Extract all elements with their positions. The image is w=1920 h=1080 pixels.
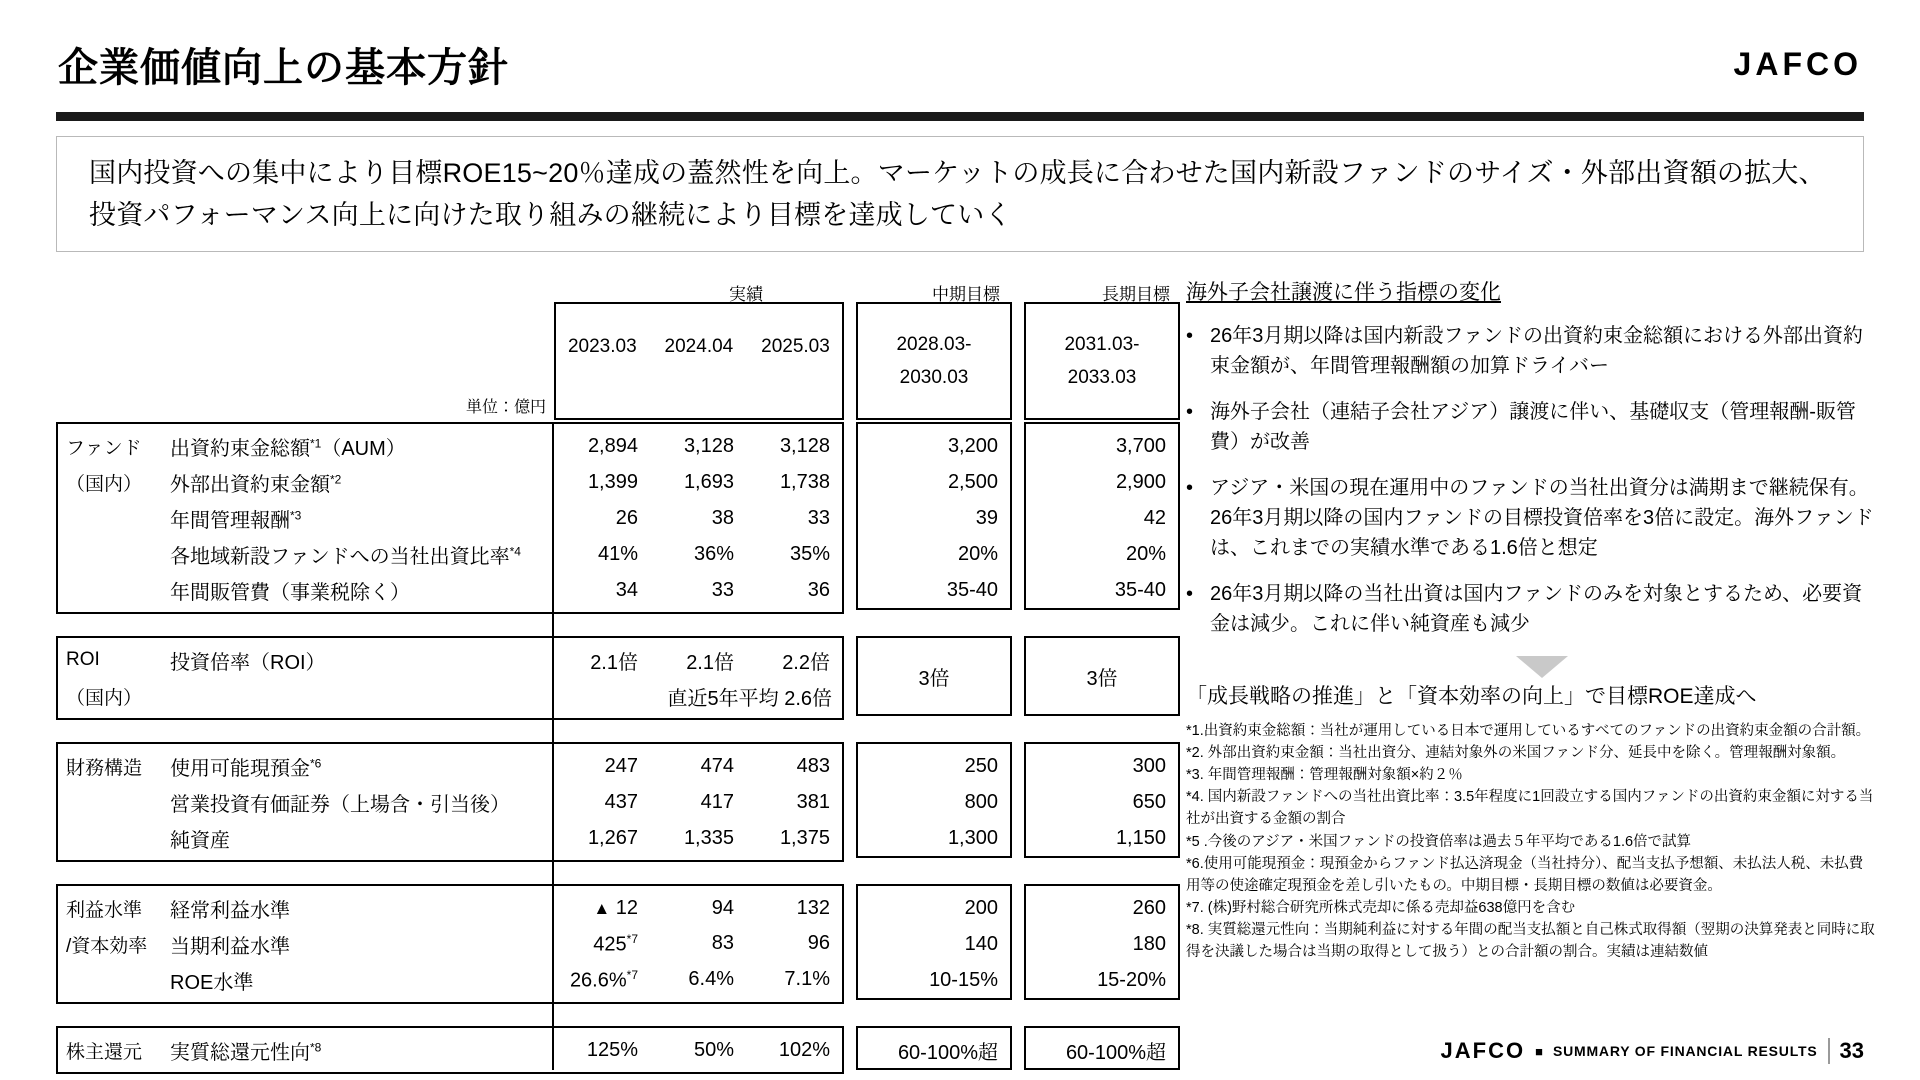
long-range-line2: 2033.03 — [1067, 367, 1137, 389]
row-value: 1,399 — [587, 470, 638, 493]
row-item-label: 投資倍率（ROI） — [170, 651, 326, 674]
bullet-item — [1186, 398, 1876, 457]
footnote-marker: *1 — [310, 435, 322, 450]
section-mid-box — [856, 742, 1012, 858]
bullet-item — [1186, 322, 1876, 381]
row-value: 26.6%$^{*7}$ — [569, 967, 638, 992]
row-actual-values — [552, 682, 842, 711]
row-value: 2,894 — [587, 434, 638, 457]
footnote-line: *6.使用可能現預金：現預金からファンド払込済現金（当社持分）、配当支払予想額、未払法人税、未払費用等の使途確定現預金を差し引いたもの。中期目標・長期目標の数値は必要資金。 — [1186, 855, 1864, 894]
section-mid-box — [856, 884, 1012, 1000]
page-title: 企業価値向上の基本方針 — [58, 46, 509, 90]
bullet-item — [1186, 474, 1876, 563]
section-connector — [552, 610, 554, 636]
table-row — [58, 464, 842, 500]
bullet-text: アジア・米国の現在運用中のファンドの当社出資分は満期まで継続保有。 26年3月期以降の国内ファンドの目標投資倍率を3倍に設定。海外ファンドは、これまでの実績水準である1.6倍と想定 — [1210, 477, 1874, 559]
row-actual-values — [552, 897, 842, 920]
table-section — [56, 1026, 1180, 1070]
target-value: 20% — [957, 542, 998, 565]
row-group-label: （国内） — [66, 687, 143, 709]
row-value: 36 — [807, 578, 830, 601]
row-group-label: 株主還元 — [66, 1041, 143, 1063]
bullet-text: 海外子会社（連結子会社アジア）譲渡に伴い、基礎収支（管理報酬-販管費）が改善 — [1210, 401, 1856, 453]
row-value: 3,128 — [683, 434, 734, 457]
row-value: 102% — [778, 1038, 830, 1061]
target-value-merged: 3倍 — [1086, 667, 1118, 690]
row-value: 417 — [700, 790, 734, 813]
column-divider — [552, 636, 554, 716]
row-actual-values — [552, 543, 842, 566]
target-value: 650 — [1132, 790, 1166, 813]
row-value: 2.1倍 — [590, 651, 638, 674]
row-value: 247 — [604, 754, 638, 777]
footnote-marker: *8 — [310, 1039, 322, 1054]
section-main-box — [56, 636, 844, 720]
column-header-2: 2025.03 — [761, 336, 830, 357]
target-value: 3,200 — [947, 434, 998, 457]
row-value: 2.1倍 — [686, 651, 734, 674]
bullet-dot-icon: • — [1186, 401, 1194, 424]
table-row — [58, 536, 842, 572]
footnote-line: *5 .今後のアジア・米国ファンドの投資倍率は過去５年平均である1.6倍で試算 — [1186, 833, 1692, 850]
row-item-label: 各地域新設ファンドへの当社出資比率$^{*4}$ — [170, 543, 521, 568]
row-item-label: 外部出資約束金額$^{*2}$ — [170, 471, 342, 496]
row-value: 381 — [796, 790, 830, 813]
header-box-actual — [554, 302, 844, 420]
row-item-label: 経常利益水準 — [170, 899, 290, 922]
target-value: 1,300 — [947, 826, 998, 849]
commentary-bullets — [1186, 322, 1876, 639]
target-value: 2,900 — [1115, 470, 1166, 493]
unit-label: 単位：億円 — [465, 399, 546, 416]
footnote-line: *2. 外部出資約束金額：当社出資分、連結対象外の米国ファンド分、延長中を除く。管理報酬対象額。 — [1186, 745, 1846, 762]
bullet-text: 26年3月期以降は国内新設ファンドの出資約束金総額における外部出資約束金額が、年間管理報酬額の加算ドライバー — [1210, 325, 1863, 377]
row-group-label: 財務構造 — [66, 757, 143, 779]
row-value: 3,128 — [779, 434, 830, 457]
row-value: 36% — [693, 542, 734, 565]
jafco-logo: JAFCO — [1733, 46, 1862, 82]
bullet-text: 26年3月期以降の当社出資は国内ファンドのみを対象とするため、必要資金は減少。これに伴い純資産も減少 — [1210, 583, 1863, 635]
footnote-line: *3. 年間管理報酬：管理報酬対象額×約２％ — [1186, 767, 1463, 784]
table-row — [58, 678, 842, 714]
bullet-dot-icon: • — [1186, 325, 1194, 347]
row-value: 474 — [700, 754, 734, 777]
row-actual-values — [552, 755, 842, 778]
row-actual-values — [552, 579, 842, 602]
section-long-box — [1024, 422, 1180, 610]
arrow-down-icon — [1516, 656, 1568, 678]
target-value: 800 — [964, 790, 998, 813]
row-value: 50% — [693, 1038, 734, 1061]
slide-footer — [1441, 1038, 1864, 1064]
column-header-1: 2024.04 — [664, 336, 734, 357]
row-item-label: 使用可能現預金$^{*6}$ — [170, 755, 322, 780]
group-header-actual: 実績 — [729, 285, 763, 304]
bullet-item — [1186, 580, 1876, 639]
table-row — [58, 748, 842, 784]
target-value: 2,500 — [947, 470, 998, 493]
row-value: ▲ 12 — [593, 896, 638, 919]
row-value: 26 — [615, 506, 638, 529]
mid-target-range — [856, 328, 1012, 395]
footnote-marker: *2 — [330, 471, 342, 486]
row-actual-values — [552, 507, 842, 530]
target-value: 20% — [1125, 542, 1166, 565]
group-header-long: 長期目標 — [1102, 285, 1170, 304]
bullet-dot-icon: • — [1186, 477, 1194, 500]
long-target-range — [1024, 328, 1180, 395]
row-value: 1,267 — [587, 826, 638, 849]
column-divider — [552, 1026, 554, 1070]
row-value: 41% — [597, 542, 638, 565]
row-item-label: 実質総還元性向$^{*8}$ — [170, 1039, 322, 1064]
row-value: 38 — [711, 506, 734, 529]
section-main-box — [56, 1026, 844, 1074]
row-item-label: 営業投資有価証券（上場含・引当後） — [170, 793, 510, 816]
column-divider — [552, 884, 554, 1000]
target-value: 1,150 — [1115, 826, 1166, 849]
row-item-label: 年間管理報酬$^{*3}$ — [170, 507, 302, 532]
footnote-line: *7. (株)野村総合研究所株式売却に係る売却益638億円を含む — [1186, 899, 1576, 916]
commentary-panel — [1186, 276, 1876, 963]
row-value: 483 — [796, 754, 830, 777]
target-value: 35-40 — [1114, 578, 1166, 601]
table-section — [56, 884, 1180, 1000]
column-header-0: 2023.03 — [567, 336, 637, 357]
mid-range-line2: 2030.03 — [899, 367, 969, 389]
row-item-label: 純資産 — [170, 829, 230, 852]
row-group-label: ファンド — [66, 437, 142, 459]
section-connector — [552, 716, 554, 742]
table-section — [56, 742, 1180, 858]
table-row — [58, 642, 842, 678]
target-value: 10-15% — [929, 968, 998, 991]
row-value: 437 — [604, 790, 638, 813]
section-long-box — [1024, 1026, 1180, 1070]
target-value: 3,700 — [1115, 434, 1166, 457]
negative-triangle-icon: ▲ — [593, 898, 611, 918]
target-value-merged: 3倍 — [918, 667, 950, 690]
row-value: 1,738 — [779, 470, 830, 493]
row-value: 1,375 — [779, 826, 830, 849]
long-range-line1: 2031.03- — [1064, 334, 1140, 355]
target-value: 250 — [964, 754, 998, 777]
row-value: 6.4% — [688, 967, 734, 990]
row-actual-values — [552, 435, 842, 458]
row-value: 1,693 — [683, 470, 734, 493]
title-divider — [56, 112, 1864, 121]
footnote-line: *1.出資約束金総額：当社が運用している日本で運用しているすべてのファンドの出資約束金額の合計額。 — [1186, 723, 1871, 740]
section-connector — [552, 858, 554, 884]
financial-table — [56, 280, 1170, 1064]
target-value: 200 — [964, 896, 998, 919]
section-long-box — [1024, 742, 1180, 858]
column-divider — [552, 742, 554, 858]
footnote-marker: *3 — [290, 507, 302, 522]
column-divider — [552, 422, 554, 610]
row-value: 7.1% — [784, 967, 830, 990]
target-value: 39 — [975, 506, 998, 529]
row-value: 132 — [796, 896, 830, 919]
group-header-mid: 中期目標 — [932, 285, 1000, 304]
footnote-marker: *7 — [626, 967, 638, 982]
row-item-label: 出資約束金総額$^{*1}$（AUM） — [170, 435, 406, 460]
row-actual-values — [552, 827, 842, 850]
row-value: 125% — [586, 1038, 638, 1061]
table-row — [58, 890, 842, 926]
table-row — [58, 1032, 842, 1068]
row-value: 94 — [711, 896, 734, 919]
row-actual-values — [552, 791, 842, 814]
section-main-box — [56, 422, 844, 614]
row-item-label: 年間販管費（事業税除く） — [170, 581, 410, 604]
actual-column-headers — [554, 336, 844, 358]
footnote-marker: *4 — [509, 543, 521, 558]
footnotes — [1186, 720, 1876, 962]
table-row — [58, 428, 842, 464]
section-main-box — [56, 884, 844, 1004]
row-value: 83 — [711, 931, 734, 954]
section-mid-box — [856, 422, 1012, 610]
footer-square-icon: ■ — [1535, 1043, 1543, 1059]
row-value: 34 — [615, 578, 638, 601]
target-value: 140 — [964, 932, 998, 955]
row-actual-values — [552, 1039, 842, 1062]
row-value: 33 — [807, 506, 830, 529]
row-value-span: 直近5年平均 2.6倍 — [667, 687, 832, 710]
section-long-box — [1024, 636, 1180, 716]
table-row — [58, 500, 842, 536]
table-row — [58, 962, 842, 998]
footer-subtitle: SUMMARY OF FINANCIAL RESULTS — [1552, 1043, 1818, 1059]
table-row — [58, 820, 842, 856]
bullet-dot-icon: • — [1186, 583, 1194, 606]
row-value: 425$^{*7}$ — [593, 931, 638, 956]
page-number: 33 — [1839, 1038, 1864, 1063]
footnote-line: *4. 国内新設ファンドへの当社出資比率：3.5年程度に1回設立する国内ファンドの出資約束金額に対する当社が出資する金額の割合 — [1186, 789, 1874, 828]
target-value: 60-100%超 — [897, 1041, 998, 1064]
row-actual-values — [552, 932, 842, 957]
footnote-marker: *6 — [310, 755, 322, 770]
row-value: 2.2倍 — [782, 651, 830, 674]
row-item-label: 当期利益水準 — [170, 935, 290, 958]
row-group-label: （国内） — [66, 473, 143, 495]
row-actual-values — [552, 646, 842, 675]
footer-separator — [1828, 1038, 1830, 1064]
target-value: 15-20% — [1097, 968, 1166, 991]
summary-box — [56, 136, 1864, 252]
commentary-conclusion: 「成長戦略の推進」と「資本効率の向上」で目標ROE達成へ — [1186, 685, 1757, 709]
footnote-marker: *7 — [626, 931, 638, 946]
section-mid-box — [856, 636, 1012, 716]
row-item-label: ROE水準 — [170, 971, 254, 994]
table-section — [56, 422, 1180, 610]
mid-range-line1: 2028.03- — [896, 334, 972, 355]
target-value: 60-100%超 — [1065, 1041, 1166, 1064]
table-row — [58, 784, 842, 820]
table-row — [58, 926, 842, 962]
section-mid-box — [856, 1026, 1012, 1070]
target-value: 35-40 — [946, 578, 998, 601]
section-long-box — [1024, 884, 1180, 1000]
footnote-line: *8. 実質総還元性向：当期純利益に対する年間の配当支払額と自己株式取得額（翌期の決算発表と同時に取得を決議した場合は当期の取得として扱う）との合計額の割合。実績は連結数値 — [1186, 921, 1875, 960]
table-section — [56, 636, 1180, 716]
target-value: 300 — [1132, 754, 1166, 777]
row-value: 35% — [789, 542, 830, 565]
row-group-label: ROI — [66, 649, 100, 670]
target-value: 42 — [1143, 506, 1166, 529]
table-row — [58, 572, 842, 608]
section-main-box — [56, 742, 844, 862]
commentary-heading: 海外子会社譲渡に伴う指標の変化 — [1186, 281, 1501, 304]
row-value: 1,335 — [683, 826, 734, 849]
row-value: 33 — [711, 578, 734, 601]
summary-text: 国内投資への集中により目標ROE15~20％達成の蓋然性を向上。マーケットの成長に合わせた国内新設ファンドのサイズ・外部出資額の拡大、投資パフォーマンス向上に向けた取り組みの継続により目標を達成していく — [89, 158, 1826, 230]
row-group-label: 利益水準 — [66, 899, 143, 921]
row-actual-values — [552, 471, 842, 494]
row-value: 96 — [807, 931, 830, 954]
row-actual-values — [552, 968, 842, 993]
target-value: 260 — [1132, 896, 1166, 919]
section-connector — [552, 1000, 554, 1026]
target-value: 180 — [1132, 932, 1166, 955]
row-group-label: /資本効率 — [66, 935, 148, 957]
footer-brand: JAFCO — [1440, 1038, 1526, 1063]
